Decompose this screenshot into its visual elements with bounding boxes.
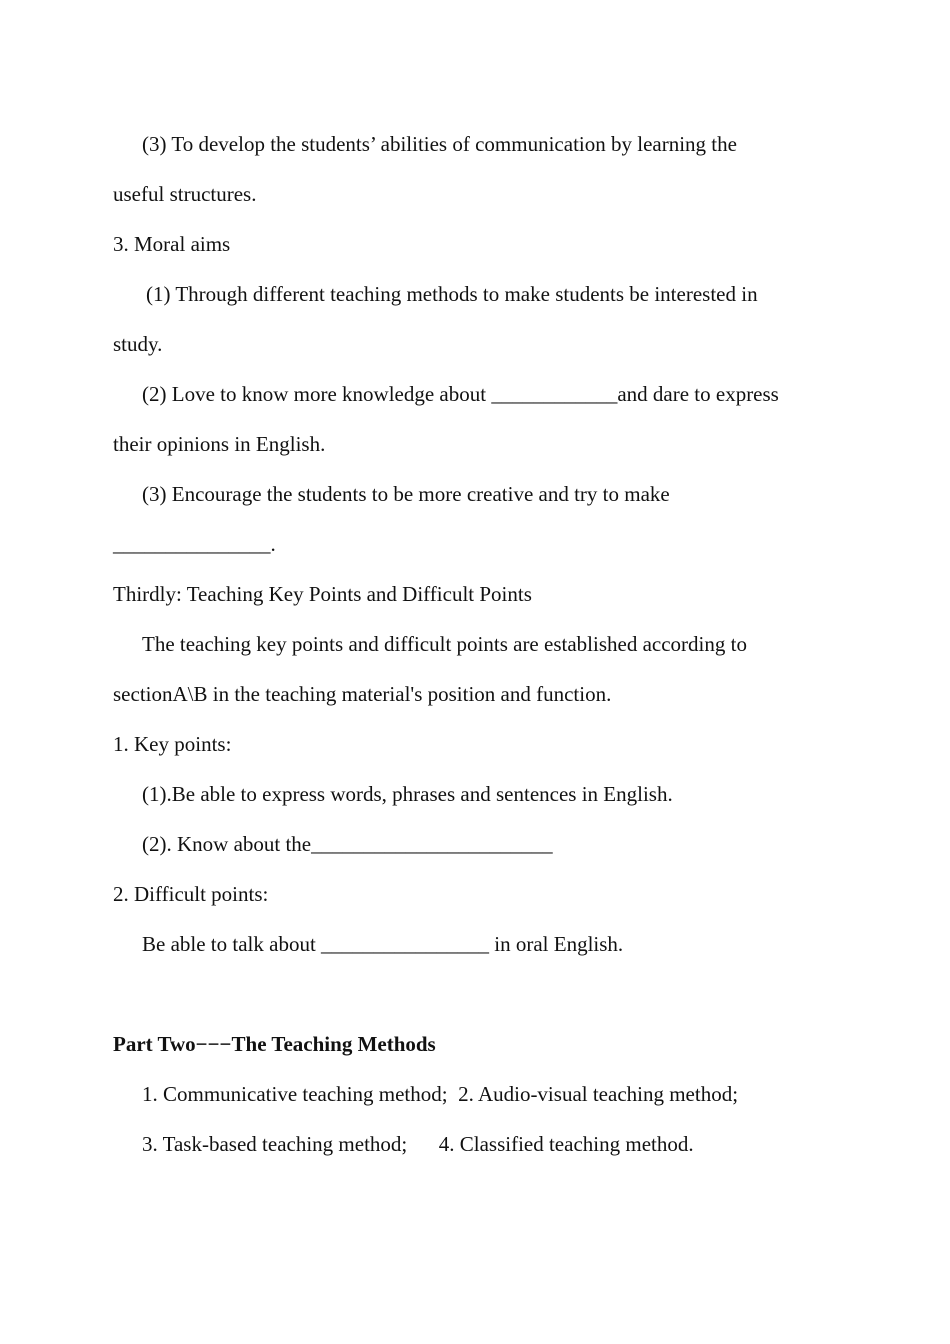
section-heading: 3. Moral aims [113,232,231,256]
paragraph-line: sectionA\B in the teaching material's position and function. [113,682,612,706]
fill-in-blank: _______________. [113,532,276,556]
document-page [113,119,833,1169]
paragraph-line: useful structures. [113,182,257,206]
paragraph-line: Be able to talk about ________________ in oral English. [142,932,624,956]
paragraph-line: The teaching key points and difficult points are established according to [142,632,747,656]
list-item: 1. Communicative teaching method; 2. Audio-visual teaching method; [142,1082,739,1106]
paragraph-line: (2) Love to know more knowledge about ____________and dare to express [142,382,779,406]
paragraph-line: (3) Encourage the students to be more creative and try to make [142,482,670,506]
paragraph-line: their opinions in English. [113,432,326,456]
section-heading: 2. Difficult points: [113,882,269,906]
list-item: (1).Be able to express words, phrases and sentences in English. [142,782,673,806]
paragraph-line: (3) To develop the students’ abilities of communication by learning the [142,132,737,156]
spacer [113,969,833,1019]
paragraph-line: (1) Through different teaching methods to make students be interested in [146,282,758,306]
list-item: (2). Know about the_______________________ [142,832,553,856]
part-heading: Part Two−−−The Teaching Methods [113,1032,436,1056]
section-heading: 1. Key points: [113,732,232,756]
list-item: 3. Task-based teaching method; 4. Classified teaching method. [142,1132,694,1156]
section-heading: Thirdly: Teaching Key Points and Difficult Points [113,582,532,606]
paragraph-line: study. [113,332,163,356]
